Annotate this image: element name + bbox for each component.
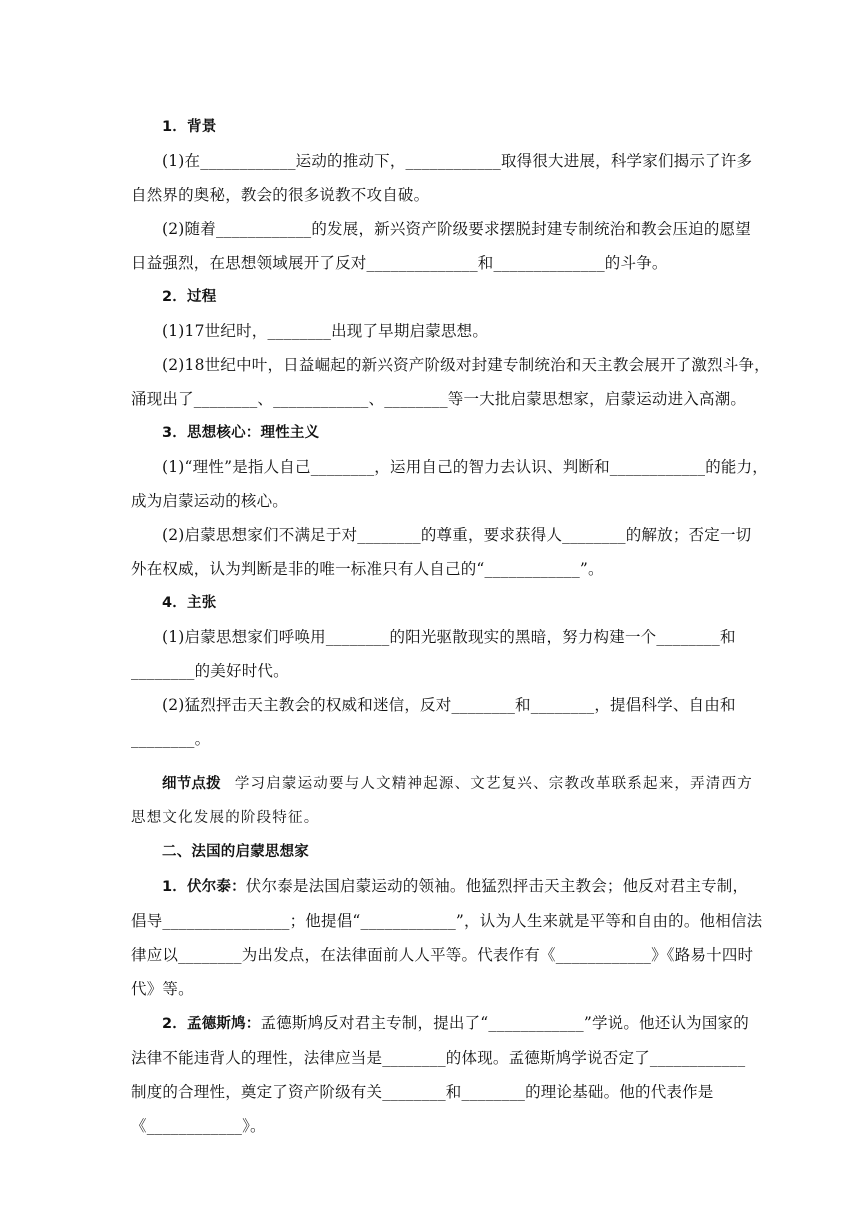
line-text: 伏尔泰是法国启蒙运动的领袖。他猛烈抨击天主教会；他反对君主专制， bbox=[245, 877, 749, 895]
line-text: 2．过程 bbox=[162, 289, 217, 305]
line-text: 日益强烈，在思想领域展开了反对______________和______________的斗争。 bbox=[131, 254, 668, 272]
line-text: (2)猛烈抨击天主教会的权威和迷信，反对________和________，提倡科学、自由和 bbox=[162, 696, 736, 714]
line-text: (1)在____________运动的推动下，____________取得很大进展，科学家们揭示了许多 bbox=[162, 152, 753, 170]
tip-text: 学习启蒙运动要与人文精神起源、文艺复兴、宗教改革联系起来，弄清西方 bbox=[234, 776, 753, 792]
line-text: (2)启蒙思想家们不满足于对________的尊重，要求获得人________的解放；否定一切 bbox=[162, 526, 752, 544]
subheading bbox=[131, 110, 734, 144]
text-line bbox=[131, 1041, 746, 1075]
line-text: (1)“理性”是指人自己________，运用自己的智力去认识、判断和____________的能力， bbox=[162, 458, 769, 476]
text-line bbox=[131, 450, 769, 484]
line-text: 1．背景 bbox=[162, 119, 217, 135]
text-line bbox=[131, 688, 734, 722]
line-text: 涌现出了________、____________、________等一大批启蒙思想家，启蒙运动进入高潮。 bbox=[131, 390, 747, 408]
text-line bbox=[131, 654, 734, 688]
detail-tip bbox=[131, 766, 753, 801]
text-line bbox=[131, 620, 734, 654]
line-text: 法律不能违背人的理性，法律应当是________的体现。孟德斯鸠学说否定了____________ bbox=[131, 1049, 746, 1067]
text-line bbox=[131, 1075, 734, 1109]
entry-label: 2．孟德斯鸠： bbox=[162, 1016, 261, 1032]
text-line bbox=[131, 904, 763, 938]
text-line bbox=[131, 382, 747, 416]
line-text: 4．主张 bbox=[162, 595, 217, 611]
subheading bbox=[131, 280, 734, 314]
line-text: 3．思想核心：理性主义 bbox=[162, 425, 320, 441]
line-text: ________。 bbox=[131, 730, 211, 748]
text-line bbox=[131, 1109, 734, 1143]
text-line bbox=[131, 484, 734, 518]
section-two-heading: 二、法国的启蒙思想家 bbox=[162, 844, 309, 860]
entry-label: 1．伏尔泰： bbox=[162, 879, 246, 895]
tip-continuation: 思想文化发展的阶段特征。 bbox=[131, 810, 320, 826]
line-text: 《____________》。 bbox=[131, 1117, 266, 1135]
text-line bbox=[131, 722, 734, 756]
text-line bbox=[131, 552, 734, 586]
text-line bbox=[131, 246, 734, 280]
section-two-body bbox=[131, 869, 763, 1143]
line-text: (1)17世纪时，________出现了早期启蒙思想。 bbox=[162, 322, 489, 340]
text-line bbox=[131, 1006, 749, 1041]
line-text: 代》等。 bbox=[131, 980, 194, 998]
text-line bbox=[131, 972, 734, 1006]
section-one-body bbox=[131, 110, 770, 756]
line-text: 制度的合理性，奠定了资产阶级有关________和________的理论基础。他的代表作是 bbox=[131, 1083, 714, 1101]
line-text: 倡导________________；他提倡“____________”，认为人生来就是平等和自由的。他相信法 bbox=[131, 912, 763, 930]
line-text: 律应以________为出发点，在法律面前人人平等。代表作有《____________》《路易十四时 bbox=[131, 946, 754, 964]
line-text: ________的美好时代。 bbox=[131, 662, 289, 680]
text-line bbox=[131, 518, 752, 552]
tip-label: 细节点拨 bbox=[162, 776, 221, 792]
text-line bbox=[131, 869, 749, 904]
line-text: 孟德斯鸠反对君主专制，提出了“____________”学说。他还认为国家的 bbox=[260, 1014, 749, 1032]
text-line bbox=[131, 144, 753, 178]
text-line bbox=[131, 348, 770, 382]
text-line bbox=[131, 314, 734, 348]
line-text: (1)启蒙思想家们呼唤用________的阳光驱散现实的黑暗，努力构建一个________和 bbox=[162, 628, 736, 646]
line-text: (2)随着____________的发展，新兴资产阶级要求摆脱封建专制统治和教会压迫的愿望 bbox=[162, 220, 751, 238]
spacer bbox=[131, 756, 734, 766]
line-text: 外在权威，认为判断是非的唯一标准只有人自己的“____________”。 bbox=[131, 560, 604, 578]
line-text: 成为启蒙运动的核心。 bbox=[131, 492, 289, 510]
subheading bbox=[131, 586, 734, 620]
text-line bbox=[131, 212, 751, 246]
subheading bbox=[131, 416, 734, 450]
text-line bbox=[131, 178, 734, 212]
text-line bbox=[131, 938, 754, 972]
line-text: (2)18世纪中叶，日益崛起的新兴资产阶级对封建专制统治和天主教会展开了激烈斗争， bbox=[162, 356, 770, 374]
line-text: 自然界的奥秘，教会的很多说教不攻自破。 bbox=[131, 186, 430, 204]
